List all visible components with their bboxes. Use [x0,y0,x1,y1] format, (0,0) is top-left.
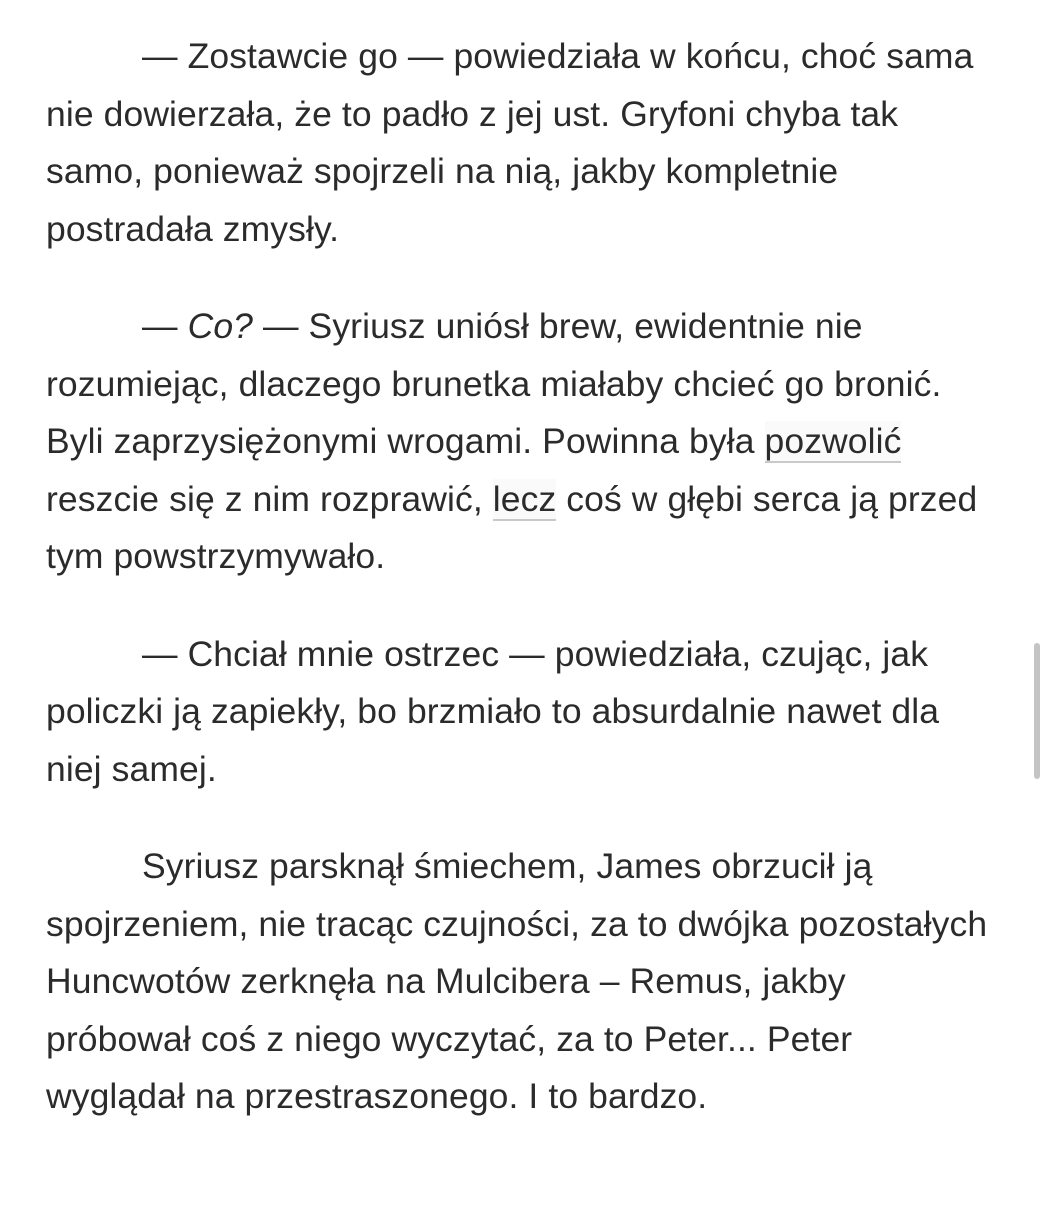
paragraph: Syriusz parsknął śmiechem, James obrzucił ją spojrzeniem, nie tracąc czujności, za to dwójka pozostałych Huncwotów zerknęła na Mulcibera – Remus, jakby próbował coś z niego wyczytać, za to Peter... Peter wyglądał na przestraszonego. I to bardzo. [46,846,988,1116]
story-text-body [46,28,988,1126]
paragraph: — Zostawcie go — powiedziała w końcu, choć sama nie dowierzała, że to padło z jej ust. Gryfoni chyba tak samo, ponieważ spojrzeli na nią, jakby kompletnie postradała zmysły. [46,36,974,249]
paragraph: — Chciał mnie ostrzec — powiedziała, czując, jak policzki ją zapiekły, bo brzmiało to absurdalnie nawet dla niej samej. [46,633,940,789]
highlighted-text: pozwolić [764,421,902,461]
scrollbar-track[interactable] [1034,0,1040,1228]
paragraph: — Co? — Syriusz uniósł brew, ewidentnie nie rozumiejąc, dlaczego brunetka miałaby chcieć go bronić. Byli zaprzysiężonymi wrogami. Powinna była pozwolić reszcie się z nim rozprawić, lecz coś w głębi serca ją przed tym powstrzymywało. [46,306,978,576]
highlighted-text: lecz [492,478,557,519]
emphasised-text: Co? [187,306,254,346]
scrollbar-thumb[interactable] [1034,643,1040,779]
